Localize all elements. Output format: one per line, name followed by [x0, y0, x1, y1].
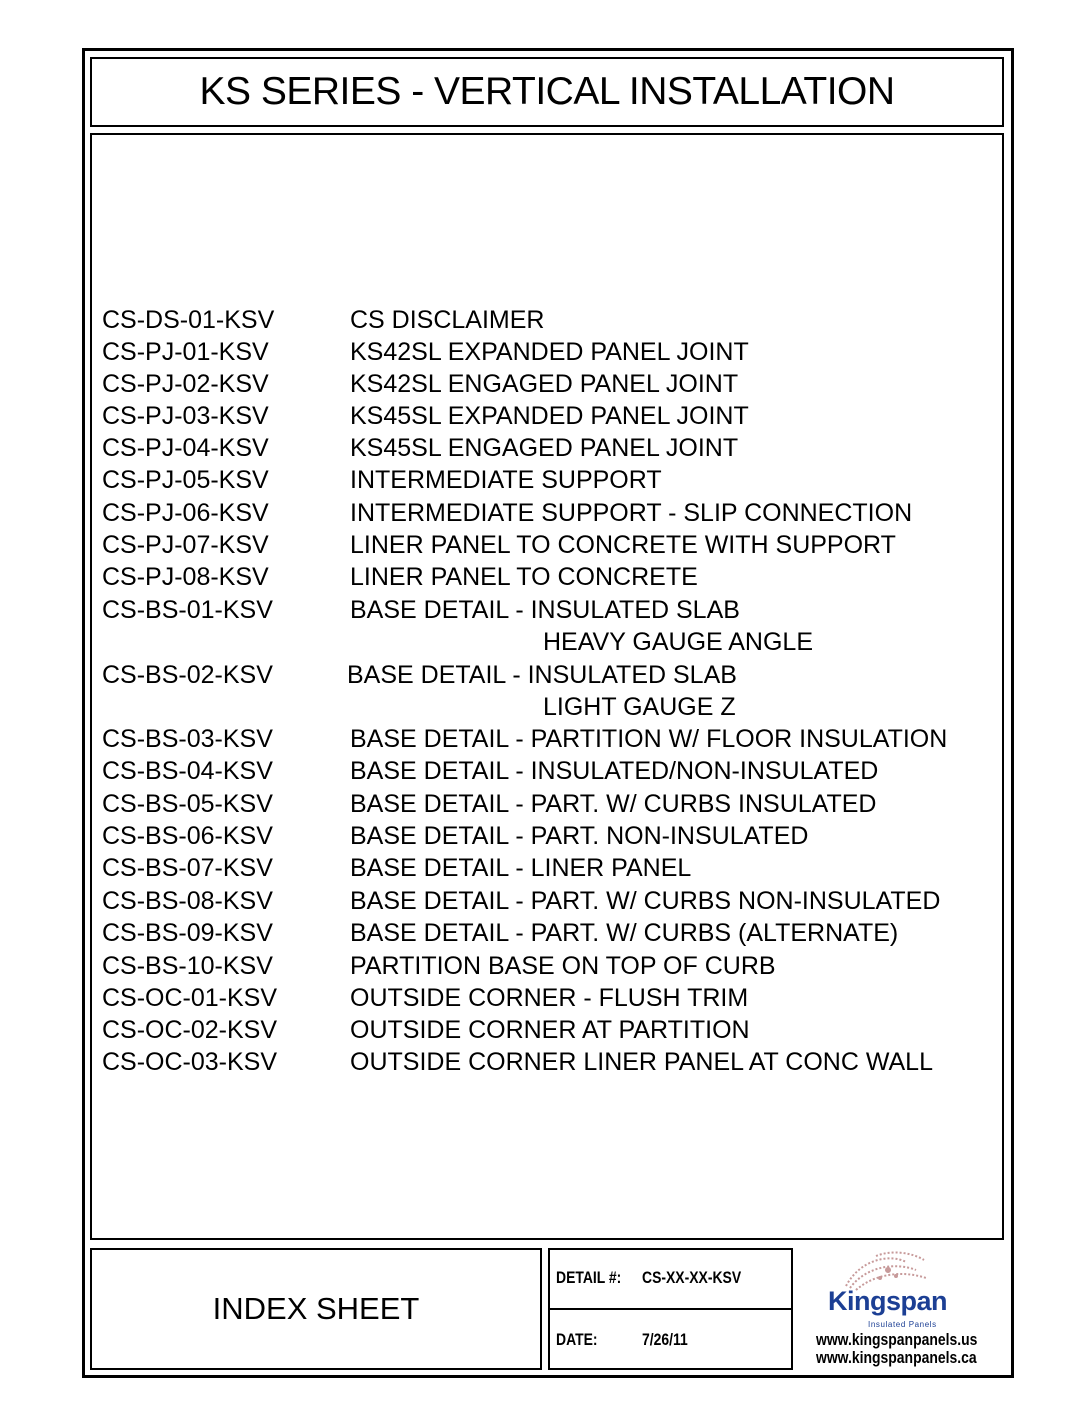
index-code: CS-PJ-02-KSV [102, 370, 269, 398]
index-code: CS-BS-02-KSV [102, 661, 273, 689]
index-description: BASE DETAIL - PART. NON-INSULATED [350, 822, 809, 850]
brand-name: Kingspan [828, 1286, 948, 1316]
index-code: CS-BS-08-KSV [102, 887, 273, 915]
index-code: CS-OC-01-KSV [102, 984, 278, 1012]
index-code: CS-BS-04-KSV [102, 757, 273, 785]
index-description: KS45SL EXPANDED PANEL JOINT [350, 402, 749, 430]
website-ca-link[interactable]: www.kingspanpanels.ca [816, 1348, 977, 1367]
index-code: CS-BS-03-KSV [102, 725, 273, 753]
title-block [90, 57, 1004, 127]
brand-tagline: Insulated Panels [868, 1320, 937, 1329]
detail-label: DETAIL #: [556, 1268, 622, 1287]
index-code: CS-BS-10-KSV [102, 952, 273, 980]
index-code: CS-PJ-08-KSV [102, 563, 269, 591]
index-description: PARTITION BASE ON TOP OF CURB [350, 952, 776, 980]
index-description: INTERMEDIATE SUPPORT - SLIP CONNECTION [350, 499, 913, 527]
index-description: INTERMEDIATE SUPPORT [350, 466, 662, 494]
index-subdescription: HEAVY GAUGE ANGLE [543, 628, 814, 656]
index-description: BASE DETAIL - PARTITION W/ FLOOR INSULATION [350, 725, 948, 753]
sheet-name: INDEX SHEET [212, 1291, 420, 1326]
index-code: CS-DS-01-KSV [102, 306, 275, 334]
index-description: BASE DETAIL - PART. W/ CURBS INSULATED [350, 790, 877, 818]
index-subdescription: LIGHT GAUGE Z [543, 693, 736, 721]
index-description: KS42SL EXPANDED PANEL JOINT [350, 338, 749, 366]
date-value: 7/26/11 [642, 1330, 688, 1349]
index-description: OUTSIDE CORNER AT PARTITION [350, 1016, 750, 1044]
index-description: KS42SL ENGAGED PANEL JOINT [350, 370, 739, 398]
index-code: CS-BS-07-KSV [102, 854, 273, 882]
index-code: CS-BS-01-KSV [102, 596, 273, 624]
index-description: LINER PANEL TO CONCRETE [350, 563, 698, 591]
index-description: BASE DETAIL - INSULATED SLAB [347, 661, 737, 689]
index-code: CS-BS-05-KSV [102, 790, 273, 818]
brand-block [806, 1248, 1004, 1370]
index-code: CS-PJ-05-KSV [102, 466, 269, 494]
index-description: BASE DETAIL - INSULATED/NON-INSULATED [350, 757, 879, 785]
index-code: CS-OC-02-KSV [102, 1016, 278, 1044]
index-description: BASE DETAIL - PART. W/ CURBS NON-INSULATED [350, 887, 941, 915]
divider [550, 1308, 791, 1310]
index-code: CS-PJ-07-KSV [102, 531, 269, 559]
index-code: CS-BS-06-KSV [102, 822, 273, 850]
sheet-title: KS SERIES - VERTICAL INSTALLATION [199, 70, 895, 113]
date-label: DATE: [556, 1330, 598, 1349]
index-code: CS-PJ-01-KSV [102, 338, 269, 366]
index-description: LINER PANEL TO CONCRETE WITH SUPPORT [350, 531, 896, 559]
drawing-index [90, 133, 1004, 1240]
index-description: CS DISCLAIMER [350, 306, 545, 334]
index-code: CS-PJ-03-KSV [102, 402, 269, 430]
index-description: OUTSIDE CORNER - FLUSH TRIM [350, 984, 749, 1012]
index-code: CS-BS-09-KSV [102, 919, 273, 947]
index-description: BASE DETAIL - LINER PANEL [350, 854, 692, 882]
index-code: CS-OC-03-KSV [102, 1048, 278, 1076]
website-us-link[interactable]: www.kingspanpanels.us [816, 1330, 978, 1349]
index-code: CS-PJ-06-KSV [102, 499, 269, 527]
sheet-name-block [90, 1248, 542, 1370]
index-description: BASE DETAIL - PART. W/ CURBS (ALTERNATE) [350, 919, 899, 947]
index-description: KS45SL ENGAGED PANEL JOINT [350, 434, 739, 462]
index-code: CS-PJ-04-KSV [102, 434, 269, 462]
index-description: OUTSIDE CORNER LINER PANEL AT CONC WALL [350, 1048, 933, 1076]
detail-date-block [548, 1248, 793, 1370]
detail-value: CS-XX-XX-KSV [642, 1268, 742, 1287]
index-description: BASE DETAIL - INSULATED SLAB [350, 596, 740, 624]
